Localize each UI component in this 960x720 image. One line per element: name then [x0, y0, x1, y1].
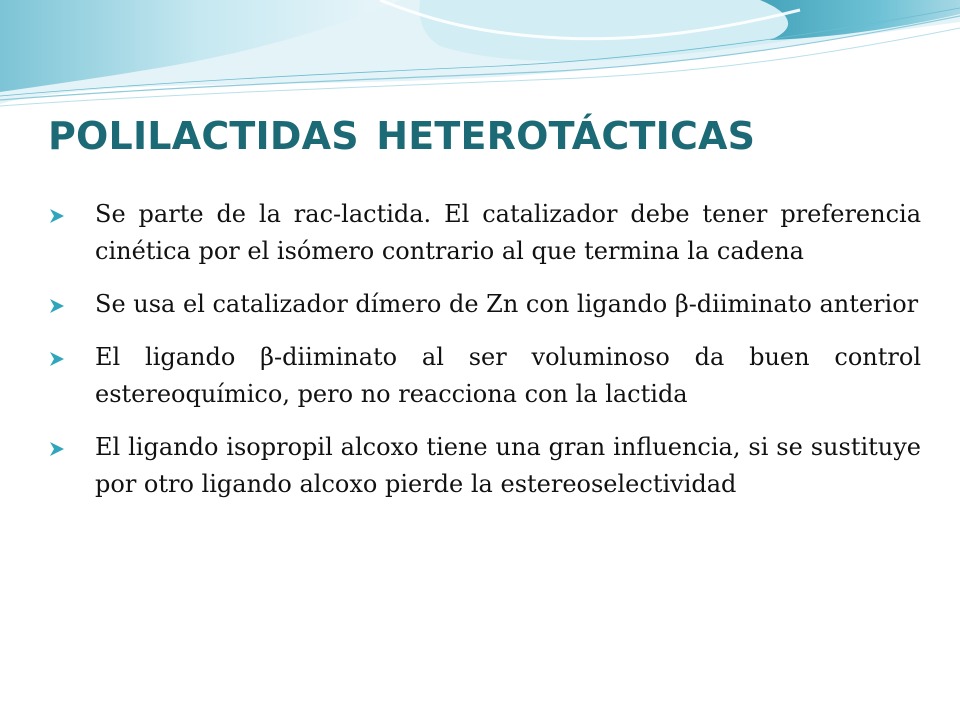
slide-title: POLILACTIDAS HETEROTÁCTICAS: [48, 114, 756, 158]
bullet-item: [48, 286, 921, 323]
bullet-item: [48, 429, 921, 503]
wave-header-decoration: [0, 0, 960, 110]
bullet-text: El ligando β-diiminato al ser voluminoso da buen control estereoquímico, pero no reacciona con la lactida: [95, 343, 921, 408]
bullet-text: El ligando isopropil alcoxo tiene una gran influencia, si se sustituye por otro ligando alcoxo pierde la estereoselectividad: [95, 433, 921, 498]
bullet-text: Se parte de la rac-lactida. El catalizador debe tener preferencia cinética por el isómero contrario al que termina la cadena: [95, 200, 921, 265]
arrowhead-bullet-icon: [50, 299, 64, 313]
bullet-text: Se usa el catalizador dímero de Zn con ligando β-diiminato anterior: [95, 290, 919, 318]
bullet-list: [48, 196, 921, 519]
bullet-item: [48, 339, 921, 413]
arrowhead-bullet-icon: [50, 352, 64, 366]
bullet-item: [48, 196, 921, 270]
arrowhead-bullet-icon: [50, 209, 64, 223]
arrowhead-bullet-icon: [50, 442, 64, 456]
